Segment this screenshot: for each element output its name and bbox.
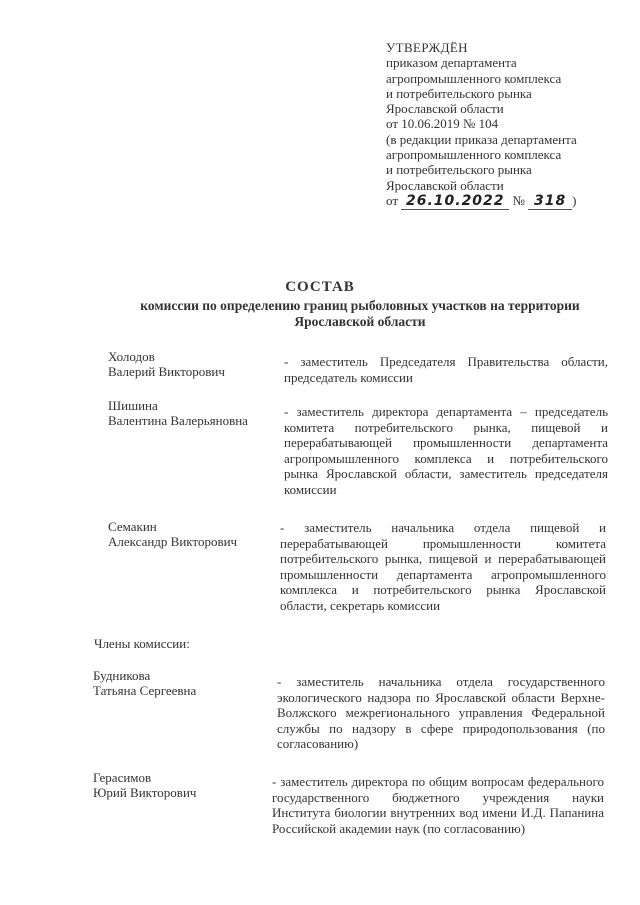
- member-given-name: Александр Викторович: [108, 534, 238, 549]
- approval-line: агропромышленного комплекса: [386, 70, 562, 86]
- member-name: [108, 519, 237, 549]
- document-title: СОСТАВ: [285, 279, 355, 295]
- date-prefix: от: [386, 192, 399, 208]
- member-given-name: Валерий Викторович: [108, 364, 225, 379]
- member-name: [93, 770, 196, 800]
- members-label: Члены комиссии:: [94, 636, 190, 651]
- approval-heading: УТВЕРЖДЁН: [386, 40, 468, 55]
- approval-stamp: [386, 40, 636, 210]
- member-given-name: Юрий Викторович: [93, 785, 197, 800]
- approval-line: Ярославской области: [386, 177, 504, 193]
- approval-line: (в редакции приказа департамента: [386, 131, 577, 147]
- member-surname: Герасимов: [93, 770, 152, 785]
- approval-line: Ярославской области: [386, 101, 504, 117]
- subtitle-line: Ярославской области: [294, 314, 426, 329]
- member-role: - заместитель начальника отдела государственного экологического надзора по Ярославской области Верхне-Волжского межрегионального управления Федеральной службы по надзору в сфере природопользования (по согласованию): [277, 674, 605, 752]
- handwritten-number: 318: [534, 192, 567, 209]
- handwritten-date-field: [401, 193, 509, 210]
- member-surname: Семакин: [108, 519, 157, 534]
- approval-date-line: [386, 193, 636, 210]
- approval-line: приказом департамента: [386, 55, 517, 71]
- approval-line: от 10.06.2019 № 104: [386, 116, 499, 132]
- member-role: - заместитель Председателя Правительства области, председатель комиссии: [284, 354, 608, 385]
- member-given-name: Валентина Валерьяновна: [108, 413, 248, 428]
- member-name: [108, 398, 248, 428]
- subtitle-line: комиссии по определению границ рыболовных участков на территории: [140, 298, 580, 313]
- member-given-name: Татьяна Сергеевна: [93, 683, 197, 698]
- document-subtitle: [100, 298, 620, 330]
- member-surname: Будникова: [93, 668, 151, 683]
- member-role: - заместитель директора департамента – председатель комитета потребительского рынка, пищевой и перерабатывающей промышленности департамента агропромышленного комплекса и потребительского рынка Ярославской области, заместитель председателя комиссии: [284, 404, 608, 497]
- handwritten-date: 26.10.2022: [405, 192, 505, 209]
- approval-line: и потребительского рынка: [386, 85, 532, 101]
- member-name: [93, 668, 196, 698]
- member-name: [108, 349, 225, 379]
- number-prefix: №: [512, 192, 525, 208]
- member-role: - заместитель директора по общим вопросам федерального государственного бюджетного учреждения науки Института биологии внутренних вод имени И.Д. Папанина Российской академии наук (по согласованию): [272, 774, 604, 836]
- closing-paren: ): [572, 192, 577, 208]
- member-role: - заместитель начальника отдела пищевой и перерабатывающей промышленности комитета потребительского рынка, пищевой и перерабатывающей промышленности департамента агропромышленного комплекса и потребительского рынка Ярославской области, секретарь комиссии: [280, 520, 606, 613]
- handwritten-number-field: [528, 193, 572, 210]
- member-surname: Холодов: [108, 349, 155, 364]
- approval-line: агропромышленного комплекса: [386, 147, 562, 163]
- approval-line: и потребительского рынка: [386, 162, 532, 178]
- member-surname: Шишина: [108, 398, 158, 413]
